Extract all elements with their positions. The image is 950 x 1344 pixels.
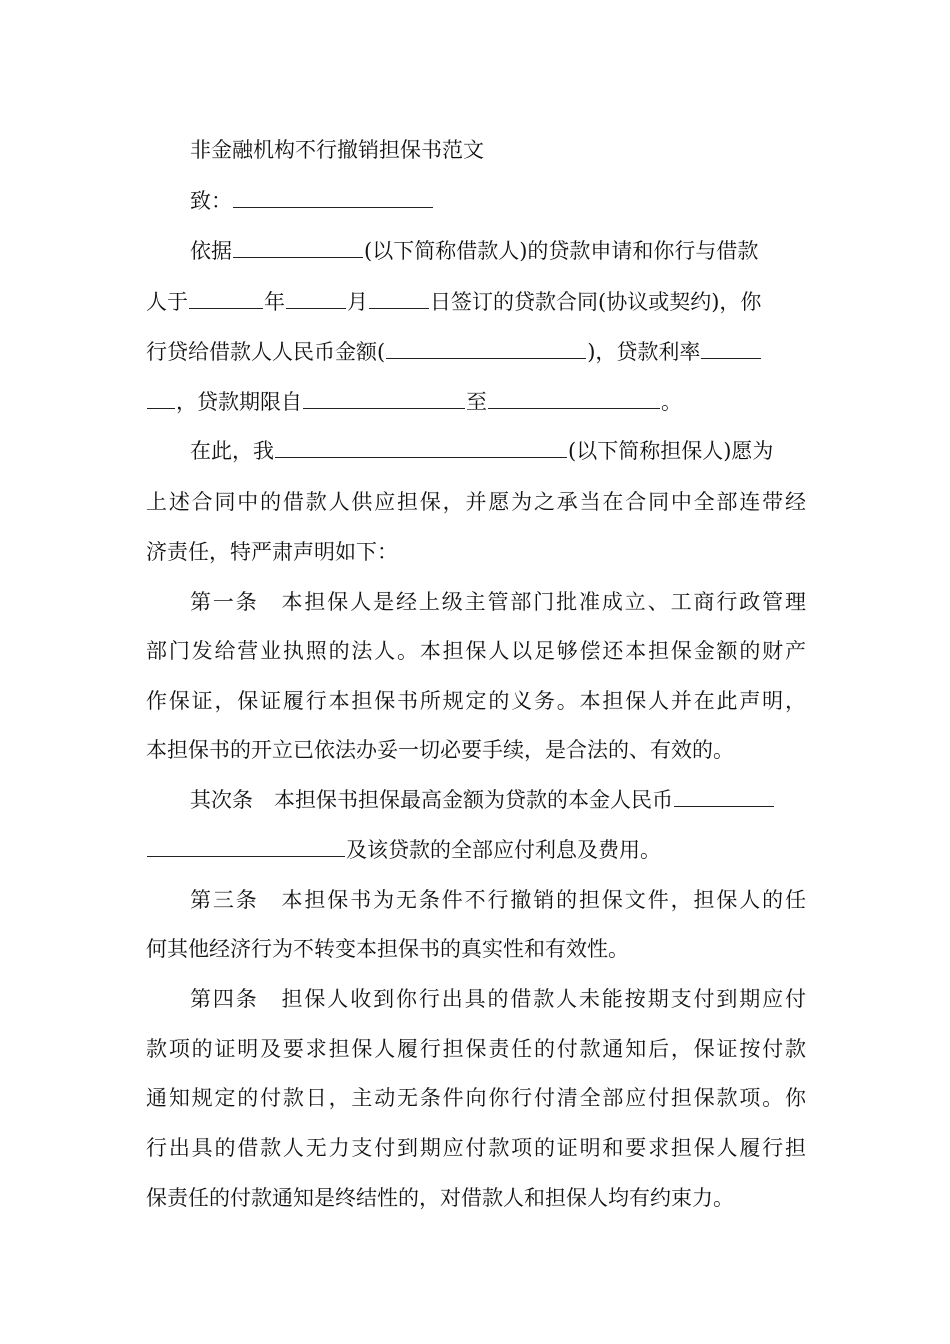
month-blank [286,307,346,309]
article1-line-4: 本担保书的开立已依法办妥一切必要手续，是合法的、有效的。 [146,738,734,762]
article2-text-interest: 及该贷款的全部应付利息及费用。 [346,838,661,862]
para2-line-2: 上述合同中的借款人供应担保，并愿为之承当在合同中全部连带经 [146,490,806,514]
para1-text-borrower-ref: (以下简称借款人)的贷款申请和你行与借款 [364,239,759,263]
article4-line-2: 款项的证明及要求担保人履行担保责任的付款通知后，保证按付款 [146,1037,806,1061]
para1-text-rate: )，贷款利率 [587,340,701,364]
para2-line-3: 济责任，特严肃声明如下： [146,540,398,564]
article4-line-5: 保责任的付款通知是终结性的，对借款人和担保人均有约束力。 [146,1186,734,1210]
article3-line-1: 第三条 本担保书为无条件不行撤销的担保文件，担保人的任 [190,888,806,912]
guarantor-name-blank [275,456,567,458]
article1-line-1: 第一条 本担保人是经上级主管部门批准成立、工商行政管理 [190,590,806,614]
para1-text-end: 。 [661,390,682,414]
article1-line-2: 部门发给营业执照的法人。本担保人以足够偿还本担保金额的财产 [146,639,806,663]
document-title: 非金融机构不行撤销担保书范文 [190,138,484,162]
article4-line-1: 第四条 担保人收到你行出具的借款人未能按期支付到期应付 [190,987,806,1011]
article2-text: 其次条 本担保书担保最高金额为贷款的本金人民币 [190,788,673,812]
article4-line-3: 通知规定的付款日，主动无条件向你行付清全部应付担保款项。你 [146,1086,806,1110]
para1-text-basis: 依据 [190,239,232,263]
addressee-blank [233,206,433,208]
para1-line-4 [146,387,806,417]
article1-line-3: 作保证，保证履行本担保书所规定的义务。本担保人并在此声明， [146,689,806,713]
borrower-name-blank [233,256,363,258]
addressee-line [190,186,850,216]
day-blank [369,307,429,309]
para1-text-to: 至 [466,390,487,414]
year-blank [189,307,263,309]
max-amount-blank-1 [674,805,774,807]
article2-line-2 [146,835,806,865]
addressee-label: 致： [190,189,232,213]
rate-blank-1 [701,357,761,359]
para1-text-year: 年 [264,290,285,314]
para2-text-here: 在此，我 [190,439,274,463]
term-start-blank [303,407,465,409]
para1-text-month: 月 [347,290,368,314]
para1-line-1 [190,236,806,266]
amount-blank [386,357,586,359]
article2-line-1 [190,785,806,815]
rate-blank-2 [147,407,175,409]
para1-text-amount: 行贷给借款人人民币金额( [146,340,386,364]
para1-text-on: 人于 [146,290,188,314]
para2-line-1 [190,436,806,466]
term-end-blank [488,407,660,409]
max-amount-blank-2 [147,855,345,857]
article3-line-2: 何其他经济行为不转变本担保书的真实性和有效性。 [146,937,629,961]
para2-text-guarantor-ref: (以下简称担保人)愿为 [568,439,774,463]
para1-line-3 [146,337,806,367]
article4-line-4: 行出具的借款人无力支付到期应付款项的证明和要求担保人履行担 [146,1136,806,1160]
para1-text-contract: 日签订的贷款合同(协议或契约)，你 [430,290,762,314]
para1-line-2 [146,287,806,317]
para1-text-term: ，贷款期限自 [176,390,302,414]
